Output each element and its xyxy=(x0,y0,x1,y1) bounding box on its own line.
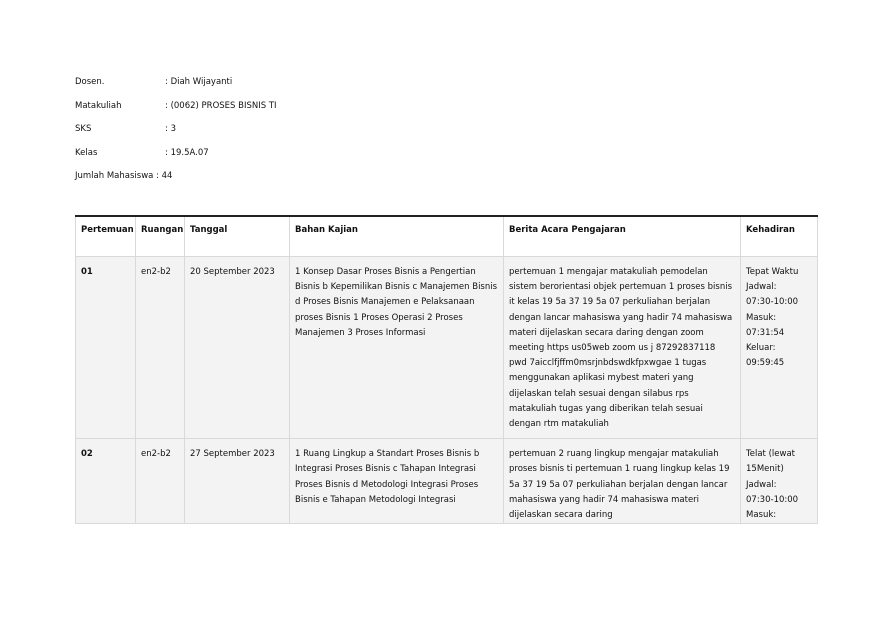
dosen-label: Dosen. xyxy=(75,77,105,87)
kehadiran-keluar-value: 09:59:45 xyxy=(746,358,785,369)
header-berita-acara: Berita Acara Pengajaran xyxy=(504,216,741,257)
cell-ruangan: en2-b2 xyxy=(136,439,185,524)
cell-kehadiran xyxy=(741,439,818,524)
cell-bahan-kajian: 1 Ruang Lingkup a Standart Proses Bisnis b Integrasi Proses Bisnis c Tahapan Integrasi Proses Bisnis d Metodologi Integrasi Proses Bisnis e Tahapan Metodologi Integrasi xyxy=(290,439,504,524)
attendance-table xyxy=(75,215,818,524)
kelas-value: : 19.5A.07 xyxy=(165,147,209,158)
matakuliah-value: : (0062) PROSES BISNIS TI xyxy=(165,100,277,111)
sks-row xyxy=(75,123,176,147)
matakuliah-row xyxy=(75,100,277,124)
header-pertemuan: Pertemuan xyxy=(76,216,136,257)
kelas-label: Kelas xyxy=(75,147,98,158)
kehadiran-masuk-label: Masuk: xyxy=(746,312,777,323)
cell-berita-acara: pertemuan 1 mengajar matakuliah pemodelan sistem berorientasi objek pertemuan 1 proses bisnis it kelas 19 5a 37 19 5a 07 perkuliahan berjalan dengan lancar mahasiswa yang hadir 74 mahasiswa materi dijelaskan secara daring dengan zoom meeting https us05web zoom us j 87292837118 pwd 7aicclfjffm0msrjnbdswdkfpxwgae 1 tugas menggunakan aplikasi mybest materi yang dijelaskan telah sesuai dengan silabus rps matakuliah tugas yang diberikan telah sesuai dengan rtm matakuliah xyxy=(504,257,741,439)
course-info xyxy=(75,76,277,194)
table-row xyxy=(76,439,818,524)
cell-berita-acara: pertemuan 2 ruang lingkup mengajar matakuliah proses bisnis ti pertemuan 1 ruang lingkup kelas 19 5a 37 19 5a 07 perkuliahan berjalan dengan lancar mahasiswa yang hadir 74 mahasiswa materi dijelaskan secara daring xyxy=(504,439,741,524)
header-kehadiran: Kehadiran xyxy=(741,216,818,257)
cell-tanggal: 20 September 2023 xyxy=(185,257,290,439)
sks-value: : 3 xyxy=(165,124,176,135)
matakuliah-label: Matakuliah xyxy=(75,100,122,111)
sks-label: SKS xyxy=(75,124,92,135)
cell-kehadiran xyxy=(741,257,818,439)
kehadiran-masuk-value: 07:31:54 xyxy=(746,327,785,338)
cell-pertemuan: 02 xyxy=(76,439,136,524)
kehadiran-status: Telat (lewat xyxy=(746,449,795,460)
kehadiran-jadwal-label: Jadwal: xyxy=(746,282,777,293)
jumlah-mahasiswa: Jumlah Mahasiswa : 44 xyxy=(75,171,173,182)
header-bahan-kajian: Bahan Kajian xyxy=(290,216,504,257)
table-header-row xyxy=(76,216,818,257)
header-tanggal: Tanggal xyxy=(185,216,290,257)
kehadiran-jadwal-value: 07:30-10:00 xyxy=(746,297,799,308)
table-row xyxy=(76,257,818,439)
dosen-value: : Diah Wijayanti xyxy=(165,77,233,87)
cell-ruangan: en2-b2 xyxy=(136,257,185,439)
kehadiran-jadwal-value: 07:30-10:00 xyxy=(746,494,799,505)
dosen-row xyxy=(75,76,233,100)
header-ruangan: Ruangan xyxy=(136,216,185,257)
kehadiran-status-detail: 15Menit) xyxy=(746,464,784,475)
kehadiran-jadwal-label: Jadwal: xyxy=(746,479,777,490)
kehadiran-status: Tepat Waktu xyxy=(746,267,799,277)
cell-bahan-kajian: 1 Konsep Dasar Proses Bisnis a Pengertian Bisnis b Kepemilikan Bisnis c Manajemen Bisnis d Proses Bisnis Manajemen e Pelaksanaan proses Bisnis 1 Proses Operasi 2 Proses Manajemen 3 Proses Informasi xyxy=(290,257,504,439)
jumlah-mahasiswa-row xyxy=(75,170,172,194)
cell-pertemuan: 01 xyxy=(76,257,136,439)
cell-tanggal: 27 September 2023 xyxy=(185,439,290,524)
kehadiran-masuk-label: Masuk: xyxy=(746,510,777,521)
kelas-row xyxy=(75,147,209,171)
kehadiran-keluar-label: Keluar: xyxy=(746,343,776,354)
